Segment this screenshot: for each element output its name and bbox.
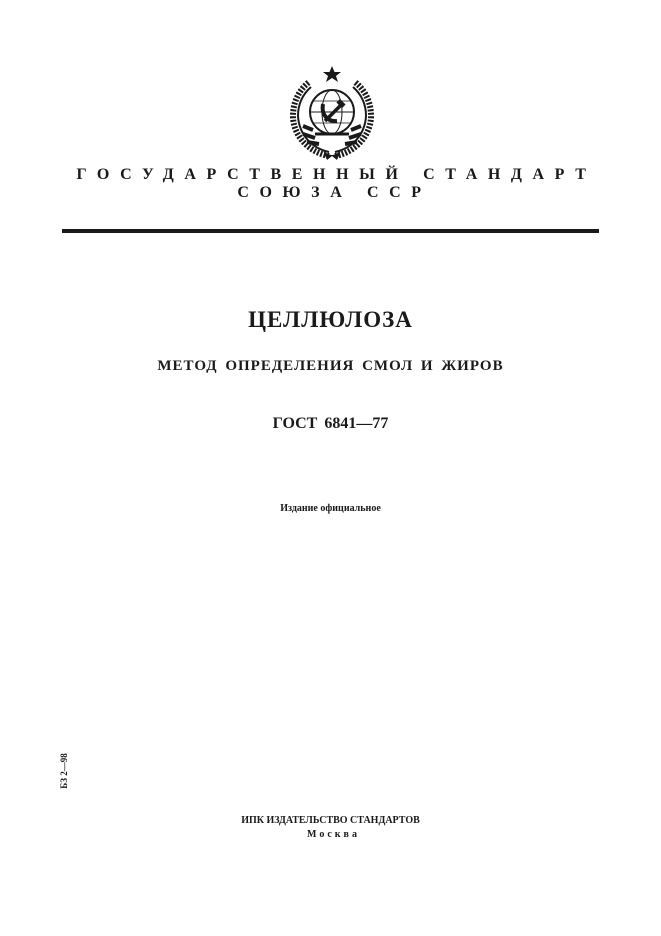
header-divider — [62, 229, 599, 233]
side-code — [57, 746, 71, 796]
document-subtitle: МЕТОД ОПРЕДЕЛЕНИЯ СМОЛ И ЖИРОВ — [157, 358, 504, 374]
document-title: ЦЕЛЛЮЛОЗА — [248, 307, 413, 332]
publisher-city: Москва — [307, 829, 360, 840]
publisher-name: ИПК ИЗДАТЕЛЬСТВО СТАНДАРТОВ — [241, 815, 420, 826]
edition-note: Издание официальное — [280, 503, 381, 514]
side-code-text: БЗ 2—98 — [59, 753, 69, 789]
standard-number: ГОСТ 6841—77 — [272, 415, 389, 432]
header-ussr: СОЮЗА ССР — [237, 184, 432, 201]
ussr-coat-of-arms-icon — [285, 64, 379, 164]
header-state-standard: ГОСУДАРСТВЕННЫЙ СТАНДАРТ — [76, 166, 597, 183]
